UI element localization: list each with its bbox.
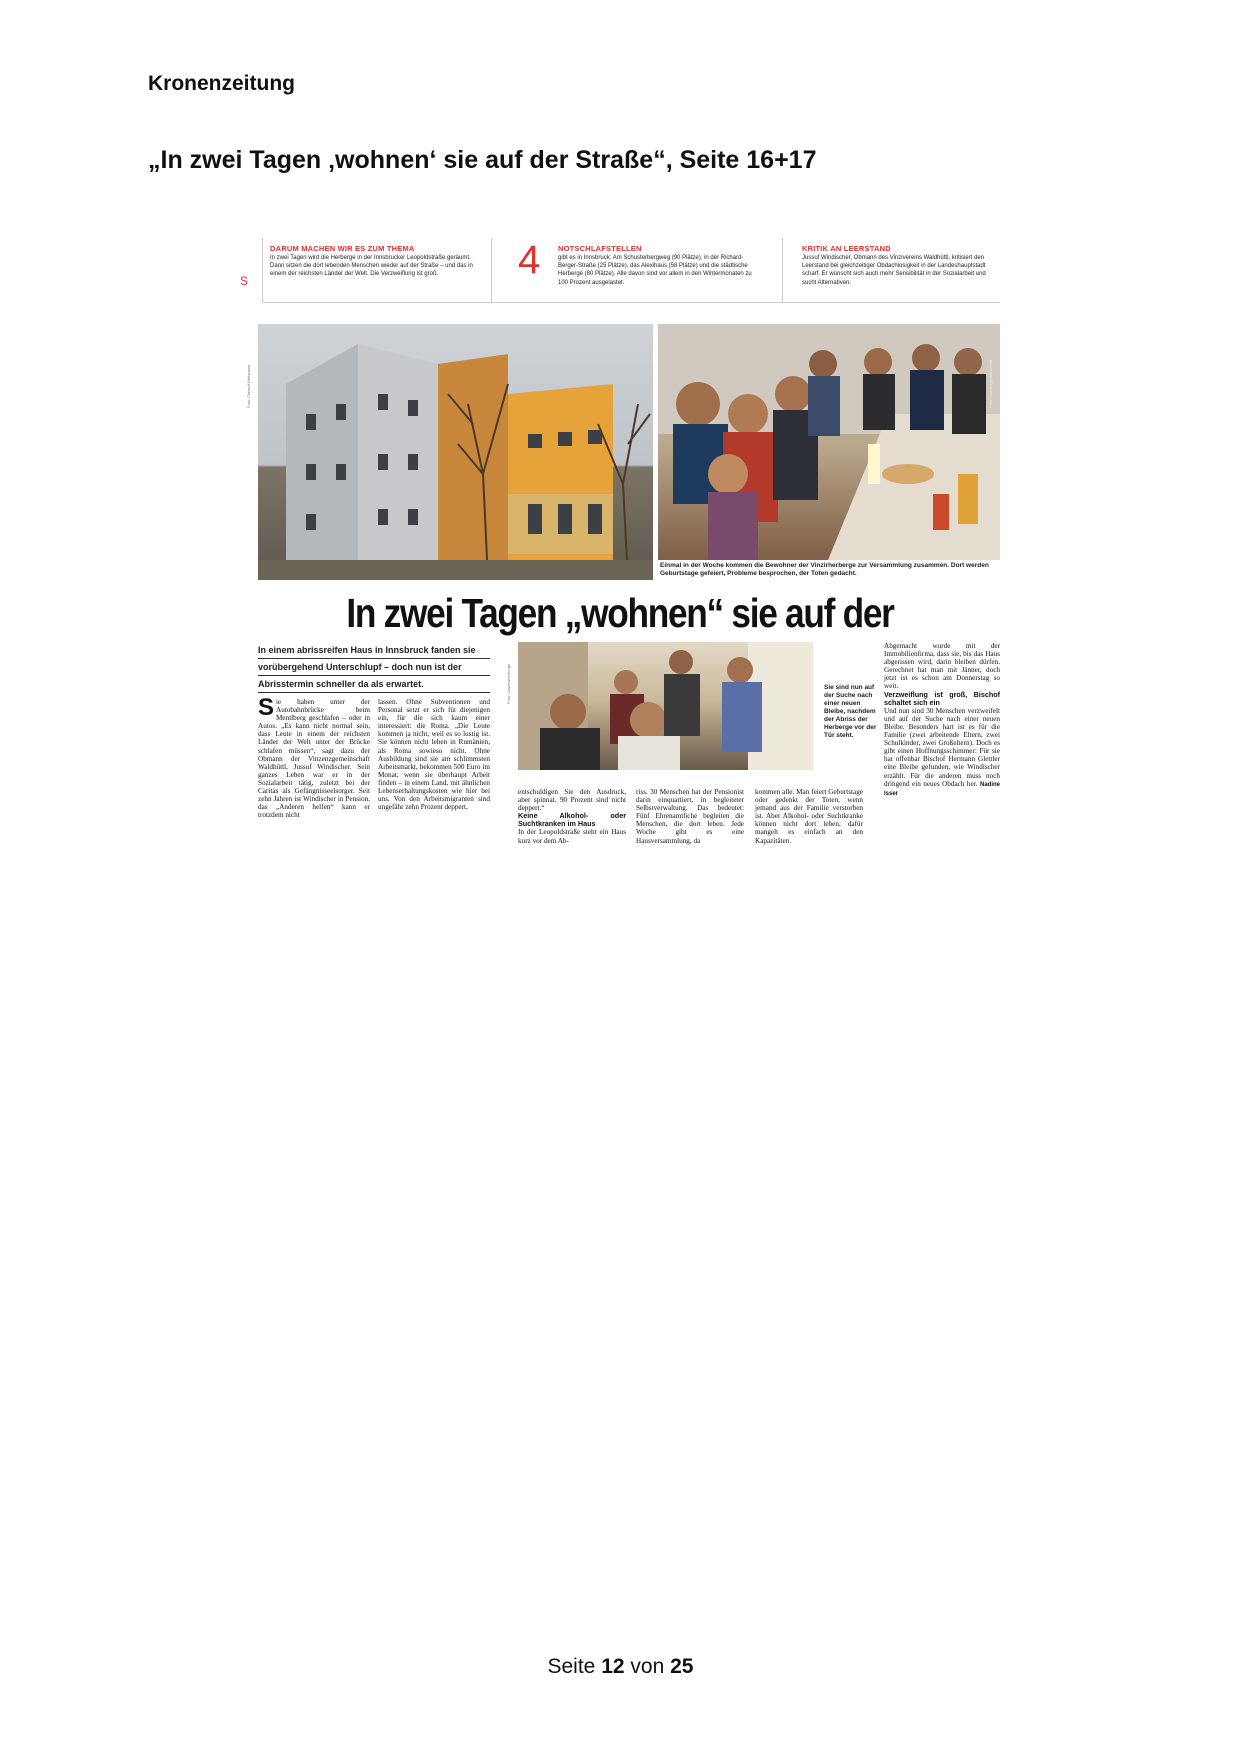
column-text: In der Leopoldstraße steht ein Haus kurz vor dem Ab- (518, 828, 626, 845)
newspaper-clipping (240, 238, 1000, 864)
page-label: Seite (547, 1655, 596, 1678)
info-box-text: gibt es in Innsbruck: Am Schusterbergweg (90 Plätze), in der Richard-Berger-Straße (25 Plätze), das Alexihaus (58 Plätze) und die städtische Herberge (80 Plätze). Alle davon sind vor allem in den Wintermonaten zu 100 Prozent ausgelastet. (558, 255, 752, 286)
source-name: Kronenzeitung (148, 72, 295, 95)
residents-illustration (518, 642, 813, 770)
info-box-criticism (802, 244, 1000, 284)
gathering-illustration (658, 324, 1000, 560)
column-text: ie haben unter der Autobahnbrücke beim Mentlberg geschlafen – oder in Autos. „Es kann nicht normal sein, dass Leute in einem der reichsten Länder der Welt unter der Brücke schlafen müssen“, sagt dazu der Obmann der Vinzenzgemeinschaft Waldhüttl, Jussuf Windischer. Sein ganzes Leben war er in der Sozialarbeit tätig, zuletzt bei der Caritas als Gefängnisseelsorger. Seit zehn Jahren ist Windischer in Pension, das „Anderen helfen“ kann er trotzdem nicht (258, 698, 370, 820)
residents-photo (518, 642, 813, 770)
article-reference-title: „In zwei Tagen ‚wohnen‘ sie auf der Straße“, Seite 16+17 (148, 146, 817, 174)
drop-cap: S (258, 694, 275, 721)
page-total: 25 (670, 1655, 694, 1678)
column-text: entschuldigen Sie den Ausdruck, aber spinnat. 90 Prozent sind nicht deppert.“ (518, 788, 626, 813)
page-number: 12 (601, 1655, 625, 1678)
article-column-1 (258, 694, 370, 820)
article-column-5: kommen alle. Man feiert Geburtstage oder gedenkt der Toten, wenn jemand aus der Familie verstorben ist. Aber Alkohol- oder Suchtkranke können nicht dort leben, dafür mangelt es einfach an den Kapazitäten. (755, 788, 863, 845)
building-photo (258, 324, 653, 580)
column-text: Abgemacht wurde mit der Immobilienfirma, dass sie, bis das Haus abgerissen wird, darin bleiben dürfen. Gerechnet hat man mit Jänner, doch jetzt ist es schon am Donnerstag so weit. (884, 642, 1000, 691)
info-box-heading: KRITIK AN LEERSTAND (802, 244, 891, 253)
info-box-shelters (558, 244, 762, 284)
photo-caption: Einmal in der Woche kommen die Bewohner der Vinzirherberge zur Versammlung zusammen. Dort werden Geburtstage gefeiert, Probleme besprochen, der Toten gedacht. (660, 562, 989, 577)
info-box-text: In zwei Tagen wird die Herberge in der Innsbrucker Leopoldstraße geräumt. Dann sitzen die dort lebenden Menschen wieder auf der Straße – und das in einem der reichsten Länder der Welt. Die Verzweiflung ist groß. (270, 255, 473, 278)
divider (262, 238, 263, 302)
page-footer (0, 1655, 1241, 1679)
section-letter: S (240, 274, 249, 288)
divider (262, 302, 1000, 303)
info-box-heading: DARUM MACHEN WIR ES ZUM THEMA (270, 244, 415, 253)
lead-line: vorübergehend Unterschlupf – doch nun ist der (258, 659, 490, 676)
lead-line: In einem abrissreifen Haus in Innsbruck fanden sie (258, 642, 490, 659)
photo-credit: Foto: Vinzenzgemeinschaft (988, 359, 993, 408)
column-text: Und nun sind 30 Menschen verzweifelt und auf der Suche nach einer neuen Bleibe. Besonders hart ist es für die Familie (zwei arbeitende Eltern, zwei Schulkinder, zwei Großeltern). Doch es gibt einen Hoffnungsschimmer: Für sie hat offenbar Bischof Hermann Glettler eine Bleibe gefunden, wie Windischer erzählt. Für die anderen muss noch dringend ein neues Obdach her. (884, 706, 1000, 788)
big-number: 4 (518, 238, 541, 282)
divider (491, 238, 492, 302)
lead-text (258, 642, 490, 693)
article-column-3 (518, 788, 626, 845)
photo-credit: Foto: Christof Birbaumer (246, 364, 251, 408)
building-illustration (258, 324, 653, 580)
photo-credit: Foto: Vinzenzherberge (506, 663, 511, 704)
gathering-photo (658, 324, 1000, 560)
info-box-text: Jussuf Windischer, Obmann des Vinzivereins Waldhüttl, kritisiert den Leerstand bei gleichzeitiger Obdachlosigkeit in der Landeshauptstadt scharf. Er wünscht sich auch mehr Sensibilität in der Sozialarbeit und sucht Alternativen. (802, 255, 986, 286)
headline: In zwei Tagen „wohnen“ sie auf der (346, 590, 894, 636)
author-name: Nadine Isser (884, 781, 1000, 797)
article-column-2: lassen. Ohne Subventionen und Personal setzt er sich für diejenigen ein, für die sich kaum einer interessiert: die Roma. „Die Leute kommen ja nicht, weil es so lustig ist. Sie können nicht leben in Rumänien, als Roma sowieso nicht. Ohne Ausbildung sind sie am schlimmsten Arbeitsmarkt, bekommen 500 Euro im Monat, wenn sie überhaupt Arbeit finden – in einem Land, mit ähnlichen Lebenserhaltungskosten wie hier bei uns. Von den Arbeitsmigranten sind ungefähr zehn Prozent deppert, (378, 698, 490, 812)
article-column-6 (884, 642, 1000, 798)
article-column-4: riss. 30 Menschen hat der Pensionist darin einquartiert, in begleiteter Selbstverwaltung. Das bedeutet: Fünf Ehrenamtliche begleiten die Menschen, die dort leben. Jede Woche gibt es eine Hausversammlung, da (636, 788, 744, 845)
lead-line: Abrisstermin schneller da als erwartet. (258, 676, 490, 693)
subheading: Keine Alkohol- oder Suchtkranken im Haus (518, 811, 626, 829)
info-box-topic (270, 244, 482, 284)
page-of-label: von (630, 1655, 665, 1678)
photo-caption: Sie sind nun auf der Suche nach einer neuen Bleibe, nachdem der Abriss der Herberge vor der Tür steht. (824, 684, 877, 739)
divider (782, 238, 783, 302)
info-box-heading: NOTSCHLAFSTELLEN (558, 244, 642, 253)
subheading: Verzweiflung ist groß, Bischof schaltet sich ein (884, 689, 1000, 707)
